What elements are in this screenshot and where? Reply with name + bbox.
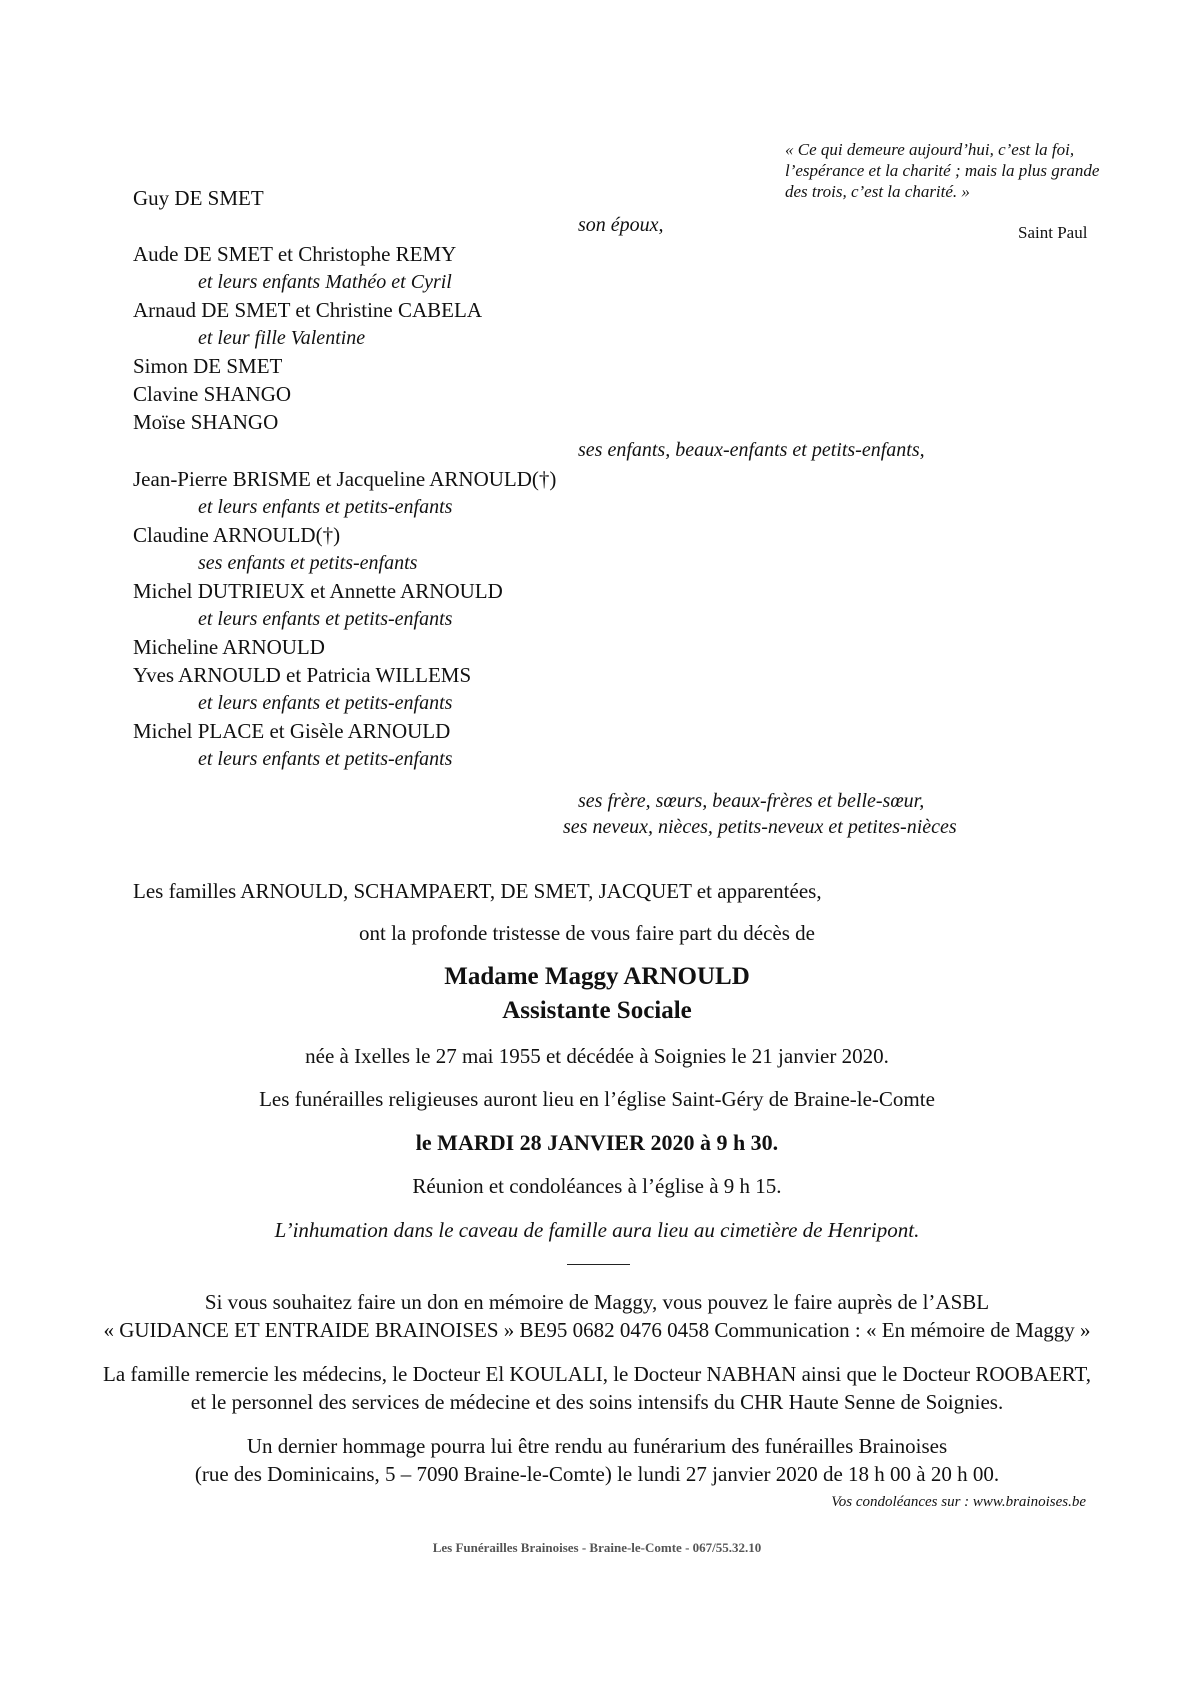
family-subline: ses enfants et petits-enfants — [198, 552, 418, 574]
donation-line-2: « GUIDANCE ET ENTRAIDE BRAINOISES » BE95 0682 0476 0458 Communication : « En mémoire de Maggy » — [103, 1318, 1091, 1342]
family-line: Michel PLACE et Gisèle ARNOULD — [133, 719, 451, 743]
divider — [567, 1264, 630, 1265]
epigraph-author: Saint Paul — [1018, 223, 1088, 242]
family-line: Simon DE SMET — [133, 354, 283, 378]
children-relation: ses enfants, beaux-enfants et petits-enfants, — [578, 439, 925, 461]
family-subline: et leur fille Valentine — [198, 327, 366, 349]
burial-info: L’inhumation dans le caveau de famille aura lieu au cimetière de Henripont. — [274, 1218, 920, 1242]
condolences-link[interactable]: Vos condoléances sur : www.brainoises.be — [831, 1494, 1086, 1510]
family-subline: et leurs enfants et petits-enfants — [198, 692, 453, 714]
announcement: ont la profonde tristesse de vous faire part du décès de — [358, 921, 815, 945]
family-subline: et leurs enfants et petits-enfants — [198, 608, 453, 630]
siblings-relation-2: ses neveux, nièces, petits-neveux et petites-nièces — [563, 816, 957, 838]
family-line: Moïse SHANGO — [133, 410, 279, 434]
family-subline: et leurs enfants Mathéo et Cyril — [198, 271, 452, 293]
family-line: Arnaud DE SMET et Christine CABELA — [133, 298, 483, 322]
spouse-relation: son époux, — [578, 214, 664, 236]
donation-line-1: Si vous souhaitez faire un don en mémoire de Maggy, vous pouvez le faire auprès de l’ASBL — [204, 1290, 990, 1314]
tribute-line-1: Un dernier hommage pourra lui être rendu au funérarium des funérailles Brainoises — [246, 1434, 948, 1458]
families-line: Les familles ARNOULD, SCHAMPAERT, DE SMET, JACQUET et apparentées, — [133, 879, 822, 903]
family-subline: et leurs enfants et petits-enfants — [198, 496, 453, 518]
spouse-name: Guy DE SMET — [133, 186, 264, 210]
epigraph-quote: « Ce qui demeure aujourd’hui, c’est la foi, l’espérance et la charité ; mais la plus grande des trois, c’est la charité. » — [785, 140, 1100, 201]
family-line: Aude DE SMET et Christophe REMY — [133, 242, 457, 266]
family-line: Clavine SHANGO — [133, 382, 292, 406]
deceased-profession: Assistante Sociale — [502, 997, 692, 1024]
tribute-line-2: (rue des Dominicains, 5 – 7090 Braine-le-Comte) le lundi 27 janvier 2020 de 18 h 00 à 20 h 00. — [194, 1462, 1000, 1486]
family-line: Michel DUTRIEUX et Annette ARNOULD — [133, 579, 503, 603]
siblings-relation-1: ses frère, sœurs, beaux-frères et belle-sœur, — [578, 790, 925, 812]
ceremony-date: le MARDI 28 JANVIER 2020 à 9 h 30. — [415, 1130, 779, 1155]
family-line: Yves ARNOULD et Patricia WILLEMS — [133, 663, 472, 687]
family-line: Micheline ARNOULD — [133, 635, 325, 659]
ceremony-place: Les funérailles religieuses auront lieu en l’église Saint-Géry de Braine-le-Comte — [259, 1087, 935, 1111]
thanks-line-2: et le personnel des services de médecine et des soins intensifs du CHR Haute Senne de Soignies. — [190, 1390, 1004, 1414]
deceased-name: Madame Maggy ARNOULD — [444, 963, 750, 990]
family-subline: et leurs enfants et petits-enfants — [198, 748, 453, 770]
deceased-dates: née à Ixelles le 27 mai 1955 et décédée à Soignies le 21 janvier 2020. — [305, 1044, 889, 1068]
ceremony-meeting: Réunion et condoléances à l’église à 9 h 15. — [412, 1174, 782, 1198]
footer-credit: Les Funérailles Brainoises - Braine-le-Comte - 067/55.32.10 — [432, 1540, 762, 1555]
family-line: Jean-Pierre BRISME et Jacqueline ARNOULD(†) — [133, 467, 557, 491]
family-line: Claudine ARNOULD(†) — [133, 523, 341, 547]
thanks-line-1: La famille remercie les médecins, le Docteur El KOULALI, le Docteur NABHAN ainsi que le Docteur ROOBAERT, — [103, 1362, 1091, 1386]
